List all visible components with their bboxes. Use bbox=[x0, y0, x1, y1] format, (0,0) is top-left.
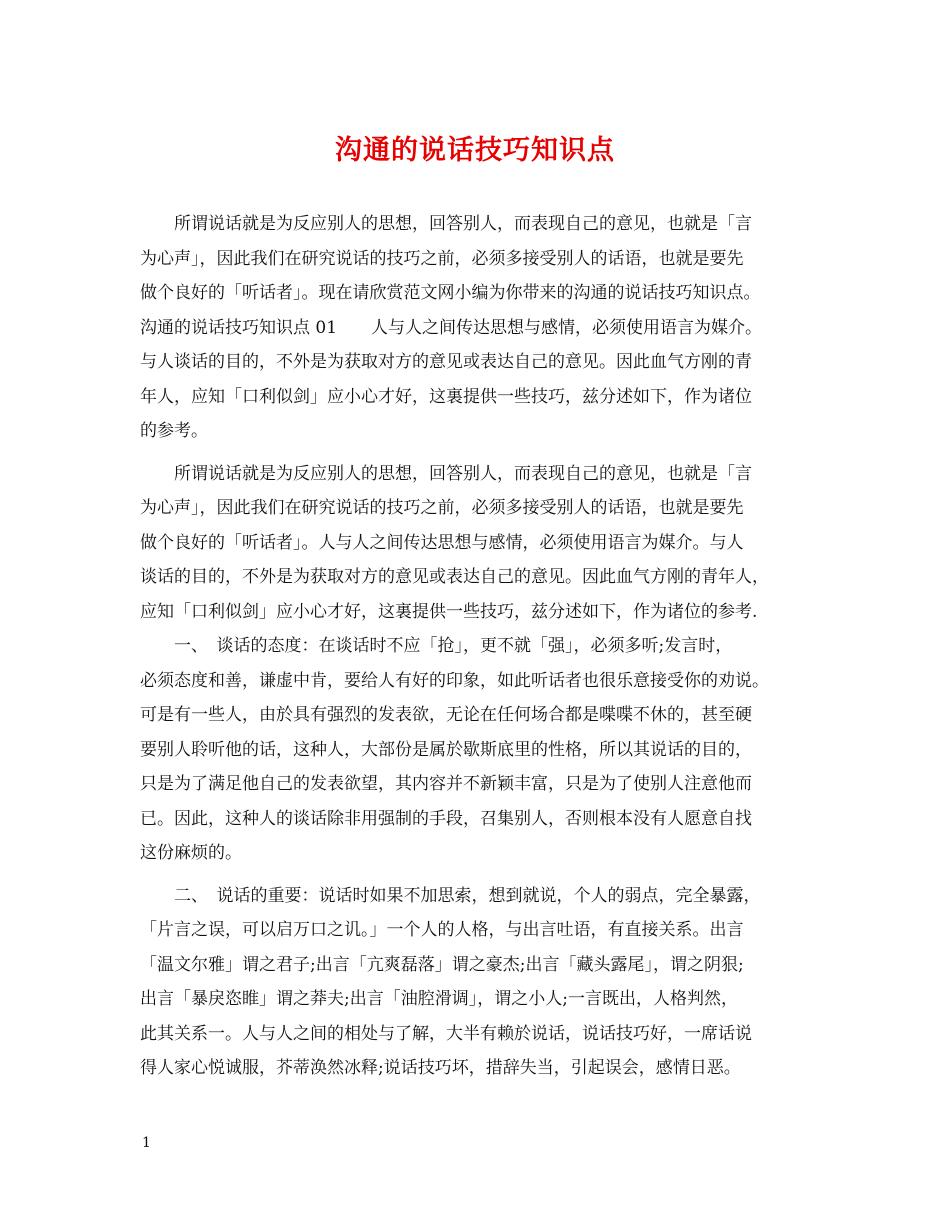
text-line: 应知「口利似剑」应小心才好，这裏提供一些技巧，兹分述如下，作为诸位的参考. bbox=[140, 601, 758, 622]
text-line: 得人家心悦诚服，芥蒂涣然冰释;说话技巧坏，措辞失当，引起误会，感情日恶。 bbox=[140, 1058, 741, 1078]
paragraph-gap bbox=[140, 871, 820, 879]
text-line: 「片言之误，可以启万口之讥。」一个人的人格，与出言吐语，有直接关系。出言 bbox=[140, 920, 744, 940]
text-line: 要别人聆听他的话，这种人，大部份是属於歇斯底里的性格，所以其说话的目的， bbox=[140, 739, 752, 760]
text-line: 年人，应知「口利似剑」应小心才好，这裏提供一些技巧，兹分述如下，作为诸位 bbox=[140, 386, 752, 407]
text-line: 谈话的目的，不外是为获取对方的意见或表达自己的意见。因此血气方刚的青年人， bbox=[140, 567, 769, 587]
paragraph-3 bbox=[140, 879, 820, 1086]
paragraph-2 bbox=[140, 457, 820, 871]
text-line: 与人谈话的目的，不外是为获取对方的意见或表达自己的意见。因此血气方刚的青 bbox=[140, 352, 752, 372]
text-line: 做个良好的「听话者」。人与人之间传达思想与感情，必须使用语言为媒介。与人 bbox=[140, 532, 744, 553]
text-line: 可是有一些人，由於具有强烈的发表欲，无论在任何场合都是喋喋不休的，甚至硬 bbox=[140, 705, 752, 725]
text-line: 的参考。 bbox=[140, 421, 208, 441]
text-line: 「温文尔雅」谓之君子;出言「亢爽磊落」谓之豪杰;出言「藏头露尾」，谓之阴狠; bbox=[140, 954, 744, 975]
text-line: 出言「暴戾恣睢」谓之莽夫;出言「油腔滑调」，谓之小人;一言既出，人格判然， bbox=[140, 989, 738, 1009]
paragraph-gap bbox=[140, 449, 820, 457]
text-line: 已。因此，这种人的谈话除非用强制的手段，召集别人，否则根本没有人愿意自找 bbox=[140, 808, 752, 829]
text-line: 一、 谈话的态度：在谈话时不应「抢」，更不就「强」，必须多听;发言时， bbox=[140, 636, 733, 656]
text-line: 此其关系一。人与人之间的相处与了解，大半有赖於说话，说话技巧好，一席话说 bbox=[140, 1023, 752, 1044]
page-number: 1 bbox=[142, 1135, 151, 1151]
text-line: 必须态度和善，谦虚中肯，要给人有好的印象，如此听话者也很乐意接受你的劝说。 bbox=[140, 670, 769, 691]
paragraph-1 bbox=[140, 207, 820, 449]
text-line: 为心声」，因此我们在研究说话的技巧之前，必须多接受别人的话语，也就是要先 bbox=[140, 248, 744, 269]
document-title: 沟通的说话技巧知识点 bbox=[335, 135, 615, 166]
text-line: 所谓说话就是为反应别人的思想，回答别人，而表现自己的意见，也就是「言 bbox=[140, 214, 752, 234]
document-body bbox=[140, 207, 820, 1086]
text-line: 二、 说话的重要：说话时如果不加思索，想到就说，个人的弱点，完全暴露， bbox=[140, 885, 761, 906]
text-line: 为心声」，因此我们在研究说话的技巧之前，必须多接受别人的话语，也就是要先 bbox=[140, 498, 744, 518]
text-line: 沟通的说话技巧知识点 01 人与人之间传达思想与感情，必须使用语言为媒介。 bbox=[140, 317, 763, 338]
text-line: 只是为了满足他自己的发表欲望，其内容并不新颖丰富，只是为了使别人注意他而 bbox=[140, 774, 752, 794]
text-line: 做个良好的「听话者」。现在请欣赏范文网小编为你带来的沟通的说话技巧知识点。 bbox=[140, 283, 761, 303]
text-line: 这份麻烦的。 bbox=[140, 843, 242, 863]
text-line: 所谓说话就是为反应别人的思想，回答别人，而表现自己的意见，也就是「言 bbox=[140, 463, 752, 484]
